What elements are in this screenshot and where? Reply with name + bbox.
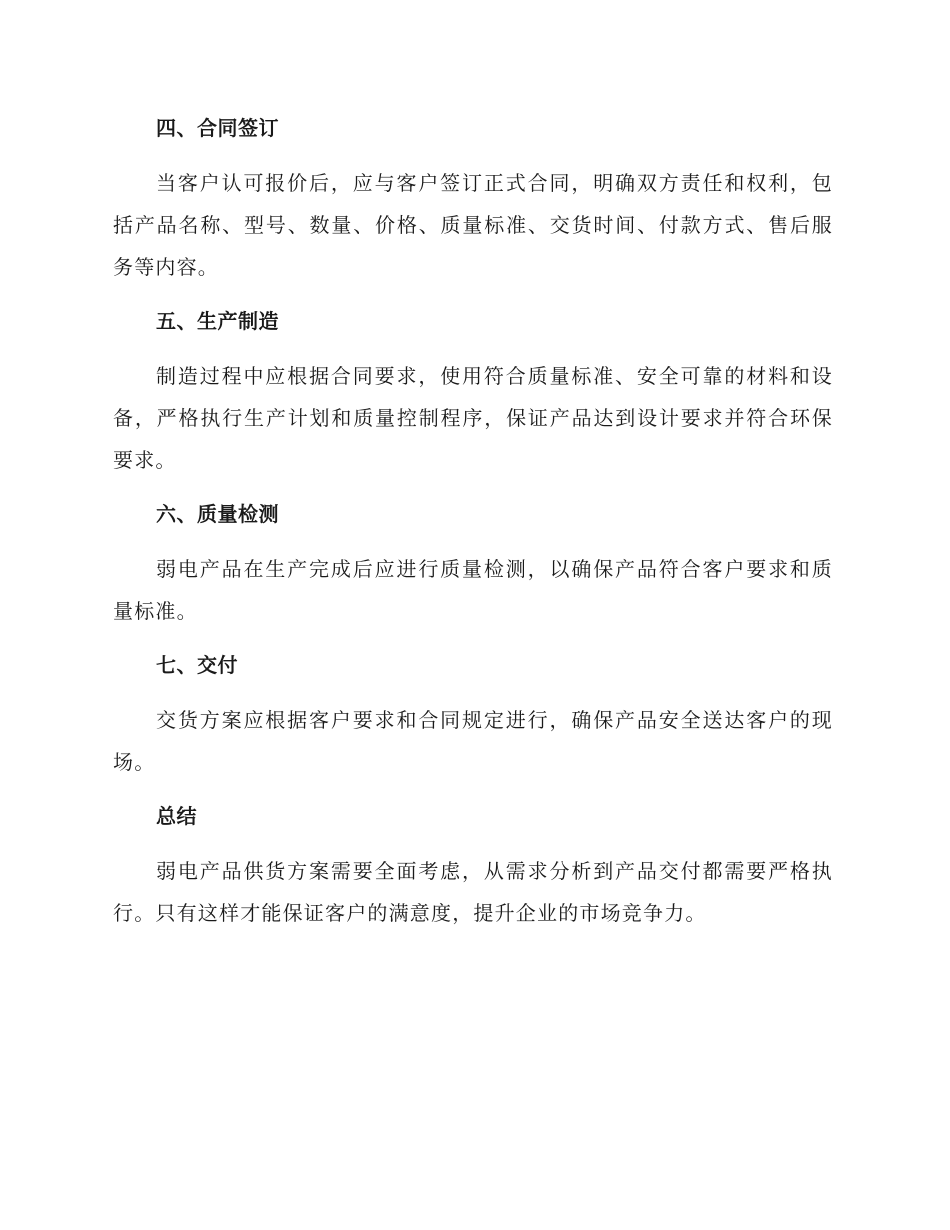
document-body (113, 108, 833, 947)
section-heading-delivery: 七、交付 (156, 653, 238, 677)
section-heading-manufacturing: 五、生产制造 (156, 309, 279, 333)
section-body-contract: 当客户认可报价后，应与客户签订正式合同，明确双方责任和权利，包括产品名称、型号、数量、价格、质量标准、交货时间、付款方式、售后服务等内容。 (113, 171, 833, 279)
section-body-summary: 弱电产品供货方案需要全面考虑，从需求分析到产品交付都需要严格执行。只有这样才能保证客户的满意度，提升企业的市场竞争力。 (113, 859, 833, 925)
section-heading-contract: 四、合同签订 (156, 116, 279, 140)
section-body-manufacturing: 制造过程中应根据合同要求，使用符合质量标准、安全可靠的材料和设备，严格执行生产计划和质量控制程序，保证产品达到设计要求并符合环保要求。 (113, 364, 833, 472)
section-heading-summary: 总结 (156, 804, 197, 828)
section-body-delivery: 交货方案应根据客户要求和合同规定进行，确保产品安全送达客户的现场。 (113, 708, 833, 774)
section-heading-quality-inspection: 六、质量检测 (156, 502, 279, 526)
section-body-quality-inspection: 弱电产品在生产完成后应进行质量检测，以确保产品符合客户要求和质量标准。 (113, 557, 833, 623)
